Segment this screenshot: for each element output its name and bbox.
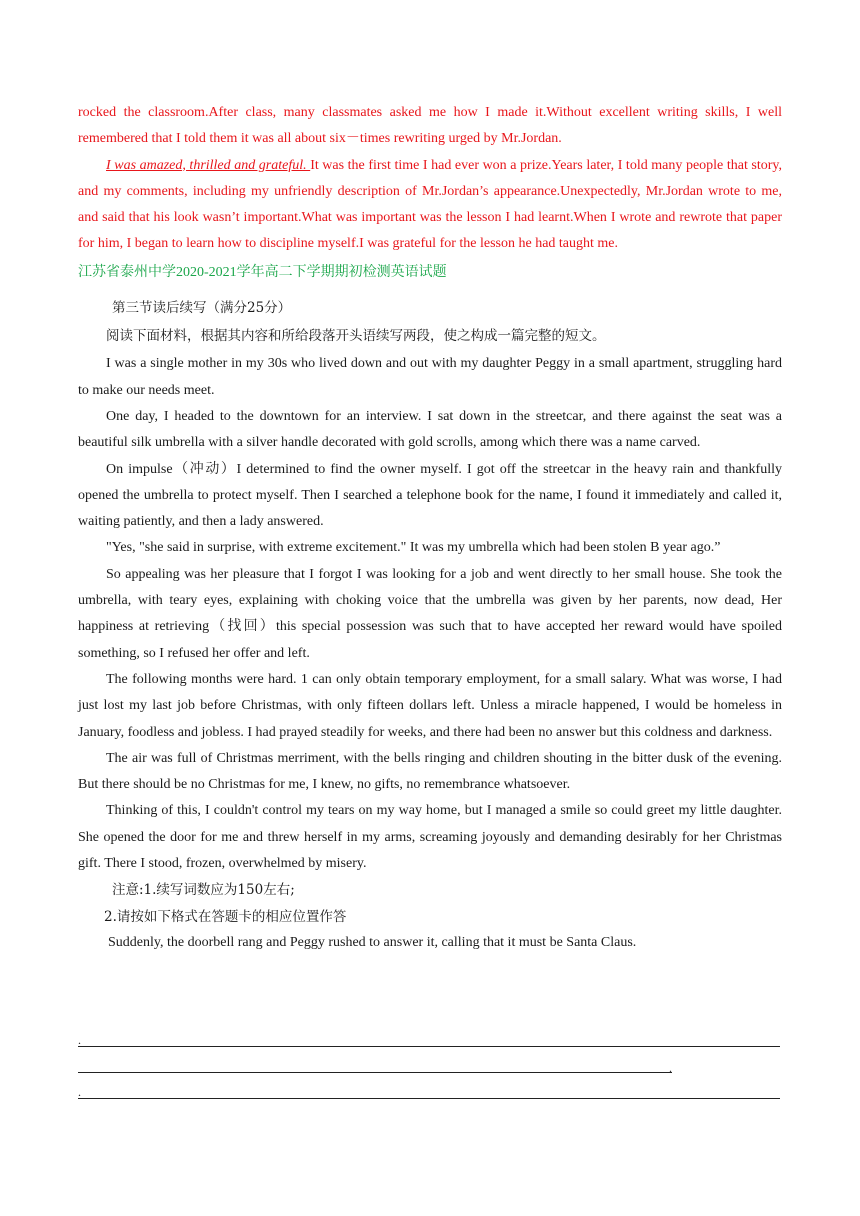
section-heading: 第三节读后续写（满分25分） [112,299,292,316]
answer-paragraph-1: rocked the classroom.After class, many classmates asked me how I made it.Without excellent writing skills, I well remembered that I told them it was all about six－times rewriting urged by Mr.Jordan. [78,105,782,147]
source-title: 江苏省泰州中学2020-2021学年高二下学期期初检测英语试题 [78,264,447,280]
answer-line [78,1072,672,1073]
answer-paragraph-2-body: It was the first time I had ever won a prize.Years later, I told many people that story, and my comments, including my unfriendly description of Mr.Jordan’s appearance.Unexpectedly, Mr.Jordan wrote to me, and said that his look wasn’t important.What was important was the lesson I had learnt.When I wrote and rewrote that paper for him, I began to learn how to discipline myself.I was grateful for the lesson he had taught me. [78,157,782,252]
story-paragraph: One day, I headed to the downtown for an interview. I sat down in the streetcar, and there against the seat was a beautiful silk umbrella with a silver handle decorated with gold scrolls, among which there was a name carved. [78,408,782,451]
story-paragraph: On impulse（冲动）I determined to find the owner myself. I got off the streetcar in the heavy rain and thankfully opened the umbrella to protect myself. Then I searched a telephone book for the name, I found it immediately and called it, waiting patiently, and then a lady answered. [78,461,782,530]
answer-mark: . [78,1085,81,1099]
answer-underlined-lead: I was amazed, thrilled and grateful. [106,157,311,173]
section-instruction: 阅读下面材料，根据其内容和所给段落开头语续写两段，使之构成一篇完整的短文。 [106,328,606,345]
prompt-sentence: Suddenly, the doorbell rang and Peggy rushed to answer it, calling that it must be Santa Claus. [108,934,637,950]
answer-line [78,1046,780,1047]
note-word-count: 注意:1.续写词数应为150左右; [112,882,295,899]
story-paragraph: The air was full of Christmas merriment, with the bells ringing and children shouting in the bitter dusk of the evening. But there should be no Christmas for me, I knew, no gifts, no remembrance whatsoever. [78,750,782,793]
story-paragraph: "Yes, "she said in surprise, with extreme excitement." It was my umbrella which had been stolen B year ago.” [106,540,721,556]
story-paragraph: So appealing was her pleasure that I forgot I was looking for a job and went directly to her small house. She took the umbrella, with teary eyes, explaining with choking voice that the umbrella was given by her parents, now dead, Her happiness at retrieving（找回）this special possession was such that to have accepted her reward would have spoiled something, so I refused her offer and left. [78,566,782,661]
note-format: 2.请按如下格式在答题卡的相应位置作答 [104,908,347,925]
answer-mark: . [78,1033,81,1047]
story-paragraph: The following months were hard. 1 can only obtain temporary employment, for a small salary. What was worse, I had just lost my last job before Christmas, with only fifteen dollars left. Unless a miracle happened, I would be homeless in January, foodless and jobless. I had prayed steadily for weeks, and there had been no answer but this coldness and darkness. [78,671,782,740]
story-paragraph: I was a single mother in my 30s who lived down and out with my daughter Peggy in a small apartment, struggling hard to make our needs meet. [78,356,782,398]
document-page [78,100,782,956]
story-paragraph: Thinking of this, I couldn't control my tears on my way home, but I managed a smile so could greet my little daughter. She opened the door for me and threw herself in my arms, screaming joyously and demanding desirably for her Christmas gift. There I stood, frozen, overwhelmed by misery. [78,803,782,872]
answer-paragraph-2 [78,153,782,258]
answer-mark: . [669,1061,672,1075]
answer-line [78,1098,780,1099]
